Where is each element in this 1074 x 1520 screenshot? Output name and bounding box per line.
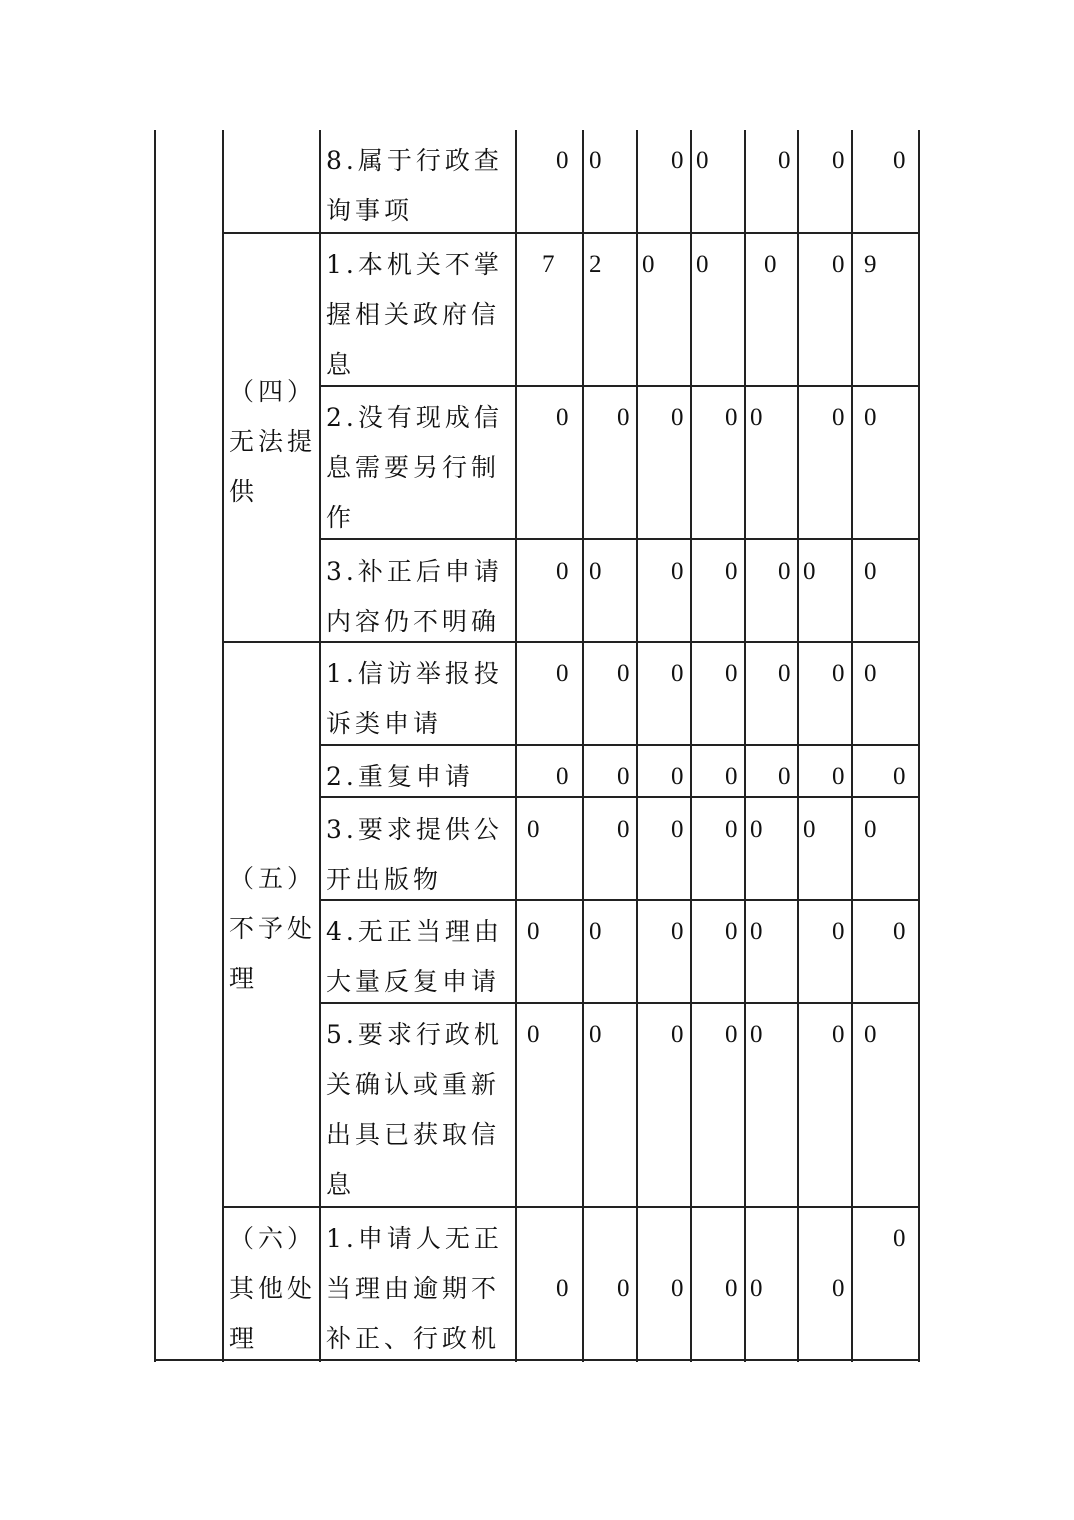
table-cell: 0	[864, 816, 877, 843]
row-label-line: 息需要另行制	[326, 453, 501, 482]
row-label-line: 4.无正当理由	[326, 917, 503, 946]
group-label-line: 无法提	[229, 427, 317, 456]
row-label-line: 握相关政府信	[326, 300, 501, 329]
grid-line	[797, 130, 799, 1362]
row-label-line: 8.属于行政查	[326, 146, 503, 175]
table-cell: 0	[527, 1021, 540, 1048]
table-cell: 0	[832, 1021, 845, 1048]
table-cell: 0	[725, 1021, 738, 1048]
table-cell: 0	[764, 251, 777, 278]
table-cell: 0	[725, 558, 738, 585]
table-cell: 0	[893, 918, 906, 945]
row-label-line: 询事项	[326, 196, 414, 225]
table-cell: 9	[864, 251, 877, 278]
table-cell: 0	[617, 1275, 630, 1302]
row-label-line: 5.要求行政机	[326, 1020, 503, 1049]
table-cell: 0	[750, 1275, 763, 1302]
table-cell: 0	[617, 763, 630, 790]
table-cell: 0	[671, 1021, 684, 1048]
group-label-line: 不予处	[229, 914, 317, 943]
row-label-line: 补正、行政机	[326, 1324, 501, 1353]
table-cell: 0	[832, 147, 845, 174]
grid-line	[582, 130, 584, 1362]
row-label-line: 诉类申请	[326, 709, 443, 738]
table-cell: 0	[671, 558, 684, 585]
group-label-line: （六）	[229, 1224, 317, 1253]
table-cell: 0	[556, 660, 569, 687]
table-cell: 0	[832, 660, 845, 687]
row-label-line: 2.没有现成信	[326, 403, 503, 432]
grid-line	[690, 130, 692, 1362]
table-cell: 0	[725, 918, 738, 945]
table-cell: 0	[864, 660, 877, 687]
table-cell: 0	[696, 147, 709, 174]
grid-line	[319, 385, 920, 387]
grid-line	[744, 130, 746, 1362]
group-label-line: 理	[229, 1324, 259, 1353]
table-cell: 0	[750, 816, 763, 843]
table-cell: 0	[864, 558, 877, 585]
table-cell: 0	[893, 763, 906, 790]
grid-line	[154, 1359, 920, 1361]
table-cell: 0	[893, 147, 906, 174]
table-cell: 0	[617, 816, 630, 843]
table-cell: 0	[671, 404, 684, 431]
grid-line	[515, 130, 517, 1362]
row-label-line: 3.要求提供公	[326, 815, 503, 844]
table-cell: 0	[671, 918, 684, 945]
grid-line	[636, 130, 638, 1362]
group-label-line: 理	[229, 964, 259, 993]
row-label-line: 息	[326, 350, 356, 379]
table-cell: 0	[778, 763, 791, 790]
table-cell: 0	[832, 251, 845, 278]
table-cell: 0	[589, 1021, 602, 1048]
table-cell: 7	[542, 251, 555, 278]
grid-line	[319, 130, 321, 1362]
table-cell: 2	[589, 251, 602, 278]
table-cell: 0	[803, 816, 816, 843]
table-cell: 0	[671, 816, 684, 843]
grid-line	[154, 130, 156, 1362]
table-cell: 0	[864, 1021, 877, 1048]
row-label-line: 出具已获取信	[326, 1120, 501, 1149]
table-cell: 0	[893, 1225, 906, 1252]
row-label-line: 关确认或重新	[326, 1070, 501, 1099]
row-label-line: 大量反复申请	[326, 967, 501, 996]
row-label-line: 3.补正后申请	[326, 557, 503, 586]
table-cell: 0	[725, 1275, 738, 1302]
table-cell: 0	[750, 918, 763, 945]
table-cell: 0	[864, 404, 877, 431]
grid-line	[319, 538, 920, 540]
table-cell: 0	[778, 558, 791, 585]
group-label-line: 其他处	[229, 1274, 317, 1303]
row-label-line: 作	[326, 503, 356, 532]
table-cell: 0	[617, 660, 630, 687]
table-cell: 0	[725, 660, 738, 687]
table-cell: 0	[589, 147, 602, 174]
table-cell: 0	[671, 147, 684, 174]
table-cell: 0	[671, 1275, 684, 1302]
table-cell: 0	[556, 1275, 569, 1302]
table-cell: 0	[750, 1021, 763, 1048]
table-cell: 0	[832, 1275, 845, 1302]
table-cell: 0	[725, 816, 738, 843]
table-cell: 0	[671, 763, 684, 790]
table-cell: 0	[832, 404, 845, 431]
row-label-line: 开出版物	[326, 865, 443, 894]
grid-line	[851, 130, 853, 1362]
group-label-line: （五）	[229, 864, 317, 893]
table-cell: 0	[589, 558, 602, 585]
table-cell: 0	[556, 147, 569, 174]
table-cell: 0	[527, 816, 540, 843]
table-cell: 0	[556, 763, 569, 790]
table-cell: 0	[671, 660, 684, 687]
table-cell: 0	[617, 404, 630, 431]
row-label-line: 当理由逾期不	[326, 1274, 501, 1303]
table-cell: 0	[589, 918, 602, 945]
grid-line	[918, 130, 920, 1362]
group-label-line: （四）	[229, 377, 317, 406]
table-cell: 0	[527, 918, 540, 945]
table-cell: 0	[696, 251, 709, 278]
table-cell: 0	[642, 251, 655, 278]
row-label-line: 1.信访举报投	[326, 659, 503, 688]
table-cell: 0	[832, 763, 845, 790]
table-cell: 0	[725, 404, 738, 431]
group-label-line: 供	[229, 477, 259, 506]
table-cell: 0	[803, 558, 816, 585]
row-label-line: 1.申请人无正	[326, 1224, 503, 1253]
row-label-line: 息	[326, 1170, 356, 1199]
row-label-line: 内容仍不明确	[326, 607, 501, 636]
table-cell: 0	[778, 660, 791, 687]
table-cell: 0	[556, 558, 569, 585]
table-cell: 0	[556, 404, 569, 431]
table-cell: 0	[832, 918, 845, 945]
row-label-line: 2.重复申请	[326, 762, 474, 791]
table-cell: 0	[778, 147, 791, 174]
table-cell: 0	[750, 404, 763, 431]
row-label-line: 1.本机关不掌	[326, 250, 503, 279]
table-cell: 0	[725, 763, 738, 790]
grid-line	[222, 130, 224, 1362]
